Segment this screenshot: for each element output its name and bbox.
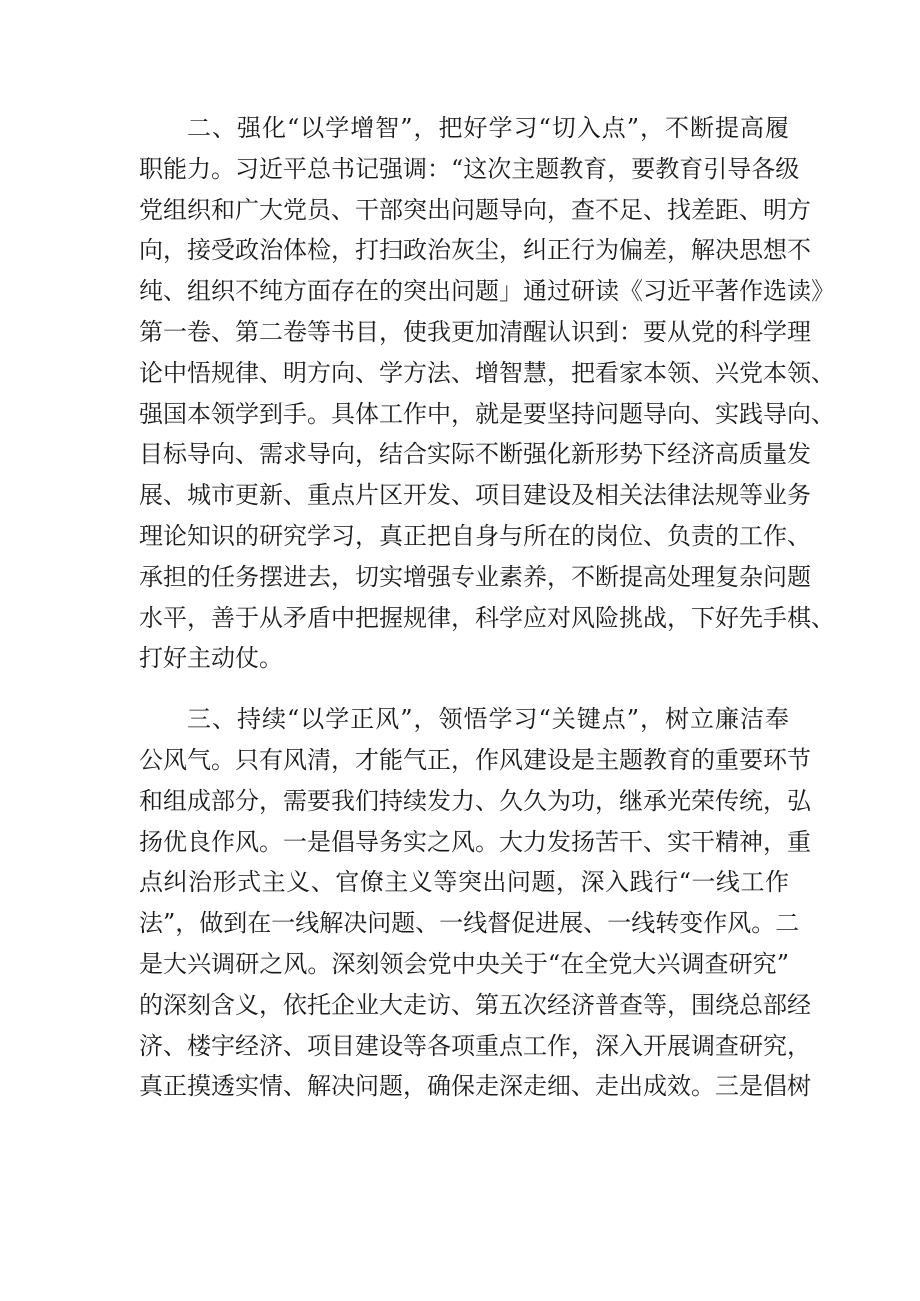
text-line: 和组成部分，需要我们持续发力、久久为功，继承光荣传统，弘 — [139, 786, 811, 815]
text-line: 真正摸透实情、解决问题，确保走深走细、走出成效。三是倡树 — [139, 1072, 811, 1101]
text-line: 是大兴调研之风。深刻领会党中央关于“在全党大兴调查研究” — [139, 949, 789, 978]
text-line: 纯、组织不纯方面存在的突出问题」通过研读《习近平著作选读》 — [139, 277, 835, 306]
text-line: 论中悟规律、明方向、学方法、增智慧，把看家本领、兴党本领、 — [139, 358, 835, 387]
text-line: 职能力。习近平总书记强调：“这次主题教育，要教育引导各级 — [139, 154, 800, 183]
text-line: 法”，做到在一线解决问题、一线督促进展、一线转变作风。二 — [139, 909, 800, 938]
text-line: 第一卷、第二卷等书目，使我更加清醒认识到：要从党的科学理 — [139, 317, 811, 346]
text-line: 扬优良作风。一是倡导务实之风。大力发扬苦干、实干精神，重 — [139, 827, 811, 856]
text-line: 理论知识的研究学习，真正把自身与所在的岗位、负责的工作、 — [139, 521, 811, 550]
text-line: 强国本领学到手。具体工作中，就是要坚持问题导向、实践导向、 — [139, 399, 835, 428]
body-text — [139, 108, 835, 1107]
paragraph-spacer — [139, 679, 789, 699]
text-line: 展、城市更新、重点片区开发、项目建设及相关法律法规等业务 — [139, 481, 811, 510]
text-line: 承担的任务摆进去，切实增强专业素养，不断提高处理复杂问题 — [139, 562, 811, 591]
text-line: 党组织和广大党员、干部突出问题导向，查不足、找差距、明方 — [139, 195, 811, 224]
text-line: 水平，善于从矛盾中把握规律，科学应对风险挑战，下好先手棋、 — [139, 603, 835, 632]
text-line: 向，接受政治体检，打扫政治灰尘，纠正行为偏差，解决思想不 — [139, 236, 811, 265]
text-line: 点纠治形式主义、官僚主义等突出问题，深入践行“一线工作 — [139, 868, 789, 897]
text-line: 的深刻含义，依托企业大走访、第五次经济普查等，围绕总部经 — [139, 990, 811, 1019]
text-line: 三、持续“以学正风”，领悟学习“关键点”，树立廉洁奉 — [187, 705, 789, 734]
paragraph-3 — [139, 699, 811, 1107]
text-line: 目标导向、需求导向，结合实际不断强化新形势下经济高质量发 — [139, 440, 811, 469]
text-line: 二、强化“以学增智”，把好学习“切入点”，不断提高履 — [187, 114, 789, 142]
text-line: 打好主动仗。 — [139, 644, 283, 673]
text-line: 济、楼宇经济、项目建设等各项重点工作，深入开展调查研究， — [139, 1031, 811, 1060]
paragraph-2 — [139, 108, 835, 679]
text-line: 公风气。只有风清，才能气正，作风建设是主题教育的重要环节 — [139, 745, 811, 774]
